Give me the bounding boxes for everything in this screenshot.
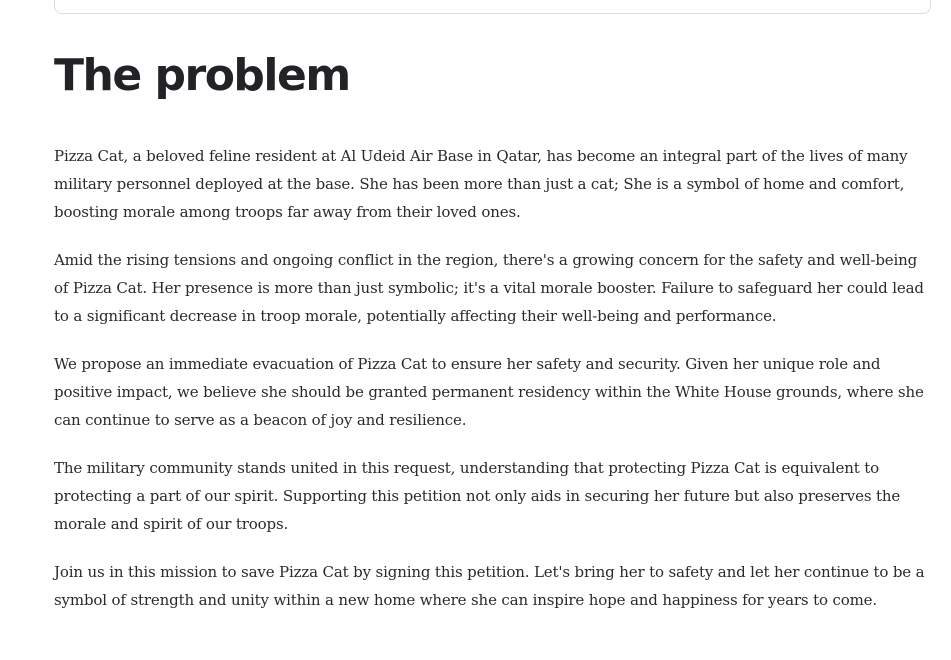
paragraph-3: We propose an immediate evacuation of Pizza Cat to ensure her safety and security. Given her unique role and positive impact, we believe she should be granted permanent residency within the White House grounds, where she can continue to serve as a beacon of joy and resilience. [54, 355, 924, 429]
petition-content [54, 44, 934, 634]
paragraph-4: The military community stands united in this request, understanding that protecting Pizza Cat is equivalent to protecting a part of our spirit. Supporting this petition not only aids in securing her future but also preserves the morale and spirit of our troops. [54, 459, 901, 533]
paragraph-1: Pizza Cat, a beloved feline resident at Al Udeid Air Base in Qatar, has become an integral part of the lives of many military personnel deployed at the base. She has been more than just a cat; She is a symbol of home and comfort, boosting morale among troops far away from their loved ones. [54, 147, 908, 221]
petition-body [54, 142, 934, 614]
paragraph-5: Join us in this mission to save Pizza Cat by signing this petition. Let's bring her to safety and let her continue to be a symbol of strength and unity within a new home where she can inspire hope and happiness for years to come. [54, 563, 925, 609]
top-card [54, 0, 931, 14]
page-title: The problem [54, 50, 350, 101]
paragraph-2: Amid the rising tensions and ongoing conflict in the region, there's a growing concern for the safety and well-being of Pizza Cat. Her presence is more than just symbolic; it's a vital morale booster. Failure to safeguard her could lead to a significant decrease in troop morale, potentially affecting their well-being and performance. [54, 251, 924, 325]
